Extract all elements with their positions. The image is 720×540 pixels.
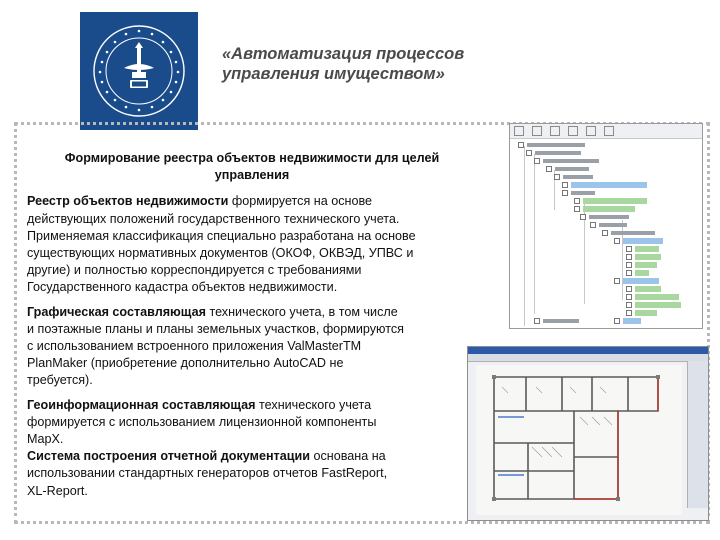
paragraph-gis [27,397,467,449]
paragraph-lead: Графическая составляющая [27,304,206,319]
slide-title [222,44,522,84]
paragraph-line: MapX. [27,432,64,447]
paragraph-text: основана на [309,449,386,464]
paragraph-line [27,397,467,414]
paragraph-lead: Система построения отчетной документации [27,449,310,464]
paragraph-line: PlanMaker (приобретение дополнительно AutoCAD не [27,356,344,371]
paragraph-line [27,304,467,321]
paragraph-line: XL-Report. [27,483,88,498]
paragraph-registry [27,193,467,296]
section-heading-line: Формирование реестра объектов недвижимости для целей [64,151,440,165]
paragraph-lead: Реестр объектов недвижимости [27,194,229,209]
paragraph-line: Применяемая классификация специально разработана на основе [27,228,416,243]
paragraph-line: использовании стандартных генераторов отчетов FastReport, [27,466,388,481]
paragraph-line: формируется с использованием лицензионной компоненты [27,414,377,429]
toolbar-icon [532,126,542,136]
content-text [27,150,467,507]
section-heading-line: управления [214,168,290,183]
slide-title-line: «Автоматизация процессов [222,45,465,63]
section-heading [27,150,467,184]
toolbar-icon [586,126,596,136]
paragraph-text: формируется на основе [228,194,373,209]
paragraph-line [27,448,467,465]
floor-plan-screenshot [467,346,709,521]
paragraph-reports [27,448,467,500]
university-logo [80,12,198,130]
paragraph-line: другие) и полностью корреспондируется с требованиями [27,263,362,278]
toolbar-icon [514,126,524,136]
paragraph-line: Государственного кадастра объектов недвижимости. [27,280,338,295]
registry-tree-screenshot [509,123,703,329]
paragraph-text: технического учета, в том числе [205,304,398,319]
paragraph-line: существующих нормативных документов (ОКОФ, ОКВЭД, УПВС и [27,246,414,261]
tree-toolbar [510,124,702,139]
paragraph-line: требуется). [27,373,93,388]
toolbar-icon [550,126,560,136]
toolbar-icon [604,126,614,136]
toolbar-icon [568,126,578,136]
paragraph-text: технического учета [255,397,372,412]
paragraph-line: с использованием встроенного приложения ValMasterTM [27,339,362,354]
emblem-icon [80,12,198,130]
slide-title-line: управления имуществом» [222,65,445,83]
paragraph-lead: Геоинформационная составляющая [27,397,256,412]
floor-plan-drawing [468,347,709,521]
paragraph-line [27,193,467,210]
paragraph-line: действующих положений государственного технического учета. [27,211,400,226]
paragraph-line: и поэтажные планы и планы земельных участков, формируются [27,321,404,336]
paragraph-graphics [27,304,467,390]
